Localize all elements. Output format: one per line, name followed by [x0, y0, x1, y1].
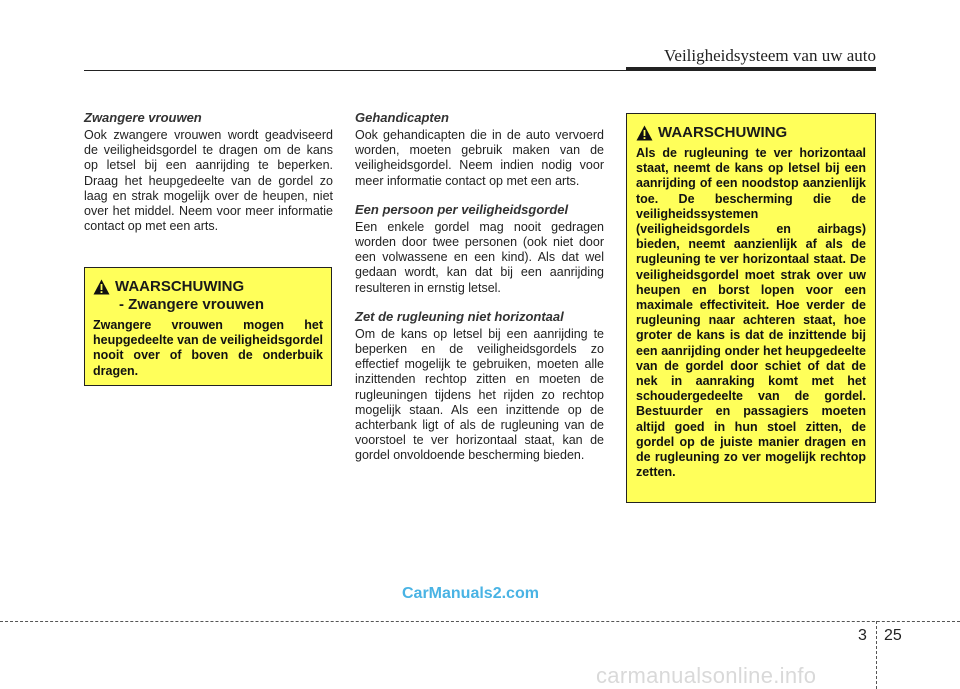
page-header-title: Veiligheidsysteem van uw auto [664, 46, 876, 65]
watermark-link[interactable]: CarManuals2.com [402, 585, 539, 602]
section-body-pregnant: Ook zwangere vrouwen wordt geadviseerd de veiligheidsgordel te dragen om de kans op letsel bij een aanrijding te beperken. Draag het heupgedeelte van de gordel zo laag en strak mogelijk over de heupen, niet over het middel. Neem voor meer informatie contact op met een arts. [84, 128, 333, 234]
warning-subtitle: - Zwangere vrouwen [119, 296, 265, 313]
section-body-handicapped: Ook gehandicapten die in de auto vervoerd worden, moeten gebruik maken van de veiligheidsgordel. Neem indien nodig voor meer informatie contact op met een arts. [355, 128, 604, 188]
footer-divider [876, 621, 877, 689]
warning-box-pregnant [84, 267, 332, 386]
warning-text: Als de rugleuning te ver horizontaal staat, neemt de kans op letsel bij een aanrijding of een noodstop aanzienlijk toe. De bescherming die de veiligheidssystemen (veiligheidsgordels en airbags) bieden, neemt aanzienlijk af als de rugleuning te ver horizontaal staat. De veiligheidsgordel moet strak over uw heupen en borst lopen voor een maximale effectiviteit. Hoe verder de rugleuning naar achteren staat, hoe groter de kans is dat de inzittende bij een aanrijding onder het heupgedeelte van de gordel door schiet of dat de nek in aanraking komt met het schoudergedeelte van de gordel. Bestuurder en passagiers moeten altijd goed in hun stoel zitten, de gordel op de juiste manier dragen en de rugleuning zo ver mogelijk rechtop zetten. [636, 146, 866, 480]
section-heading-seatback: Zet de rugleuning niet horizontaal [355, 308, 564, 324]
header-rule-accent [626, 67, 876, 71]
page-number: 25 [884, 627, 902, 644]
section-heading-pregnant: Zwangere vrouwen [84, 110, 202, 125]
section-heading-handicapped: Gehandicapten [355, 110, 449, 125]
warning-box-seatback [626, 113, 876, 503]
section-body-seatback: Om de kans op letsel bij een aanrijding te beperken en de veiligheidsgordels zo effectief mogelijk te gebruiken, moeten alle inzittenden rechtop zitten en moeten de rugleuningen tijdens het rijden zo rechtop mogelijk staan. Als een inzittende op de achterbank ligt of als de rugleuning van de voorstoel te ver horizontaal staat, kan de gordel onvoldoende bescherming bieden. [355, 326, 604, 463]
warning-triangle-icon [636, 125, 653, 141]
section-body-one-person: Een enkele gordel mag nooit gedragen worden door twee personen (ook niet door een volwassene en een kind). Als dat wel gedaan wordt, kan dat bij een aanrijding resulteren in ernstig letsel. [355, 219, 604, 295]
column-left [84, 110, 333, 234]
section-heading-one-person: Een persoon per veiligheidsgordel [355, 201, 569, 217]
warning-triangle-icon [93, 279, 110, 295]
site-watermark: carmanualsonline.info [596, 663, 817, 688]
page-chapter-number: 3 [858, 627, 867, 644]
warning-text: Zwangere vrouwen mogen het heupgedeelte van de veiligheidsgordel nooit over of boven de onderbuik dragen. [93, 318, 323, 378]
warning-title: WAARSCHUWING [658, 124, 788, 141]
warning-title: WAARSCHUWING [115, 278, 245, 295]
footer-rule [0, 621, 960, 622]
column-middle [355, 110, 604, 464]
